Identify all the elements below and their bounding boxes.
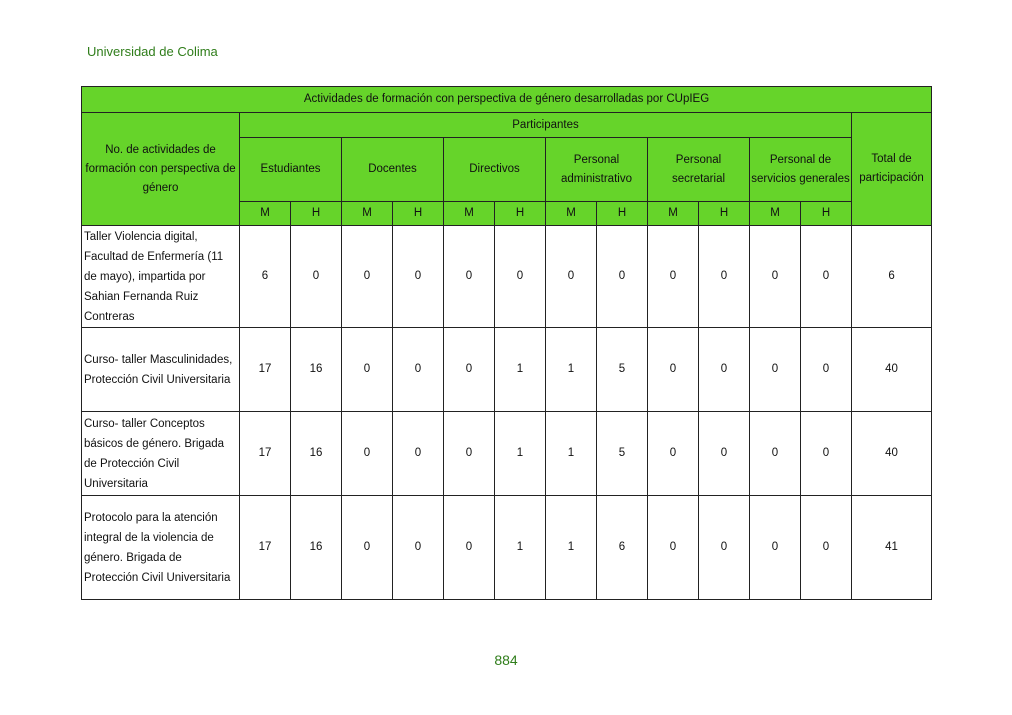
participant-count-cell: 0 — [444, 496, 495, 600]
participant-count-cell: 0 — [750, 496, 801, 600]
sex-header-m: M — [240, 202, 291, 226]
total-cell: 40 — [852, 328, 932, 412]
participant-count-cell: 16 — [291, 328, 342, 412]
participant-count-cell: 1 — [495, 496, 546, 600]
participant-count-cell: 0 — [648, 328, 699, 412]
sex-header-m: M — [750, 202, 801, 226]
sex-header-m: M — [648, 202, 699, 226]
participant-count-cell: 6 — [597, 496, 648, 600]
participant-count-cell: 5 — [597, 412, 648, 496]
table-row — [82, 226, 932, 328]
institution-header: Universidad de Colima — [87, 44, 218, 59]
participant-count-cell: 0 — [699, 226, 750, 328]
participant-count-cell: 0 — [699, 412, 750, 496]
table-row — [82, 412, 932, 496]
training-activities-table-container — [81, 86, 931, 600]
participant-count-cell: 0 — [393, 412, 444, 496]
participant-count-cell: 0 — [342, 412, 393, 496]
participant-count-cell: 0 — [393, 496, 444, 600]
participant-count-cell: 0 — [750, 226, 801, 328]
activity-cell: Curso- taller Conceptos básicos de género. Brigada de Protección Civil Universitaria — [82, 412, 240, 496]
sex-header-h: H — [495, 202, 546, 226]
participants-header: Participantes — [240, 113, 852, 138]
participant-count-cell: 16 — [291, 412, 342, 496]
participant-count-cell: 0 — [495, 226, 546, 328]
participant-count-cell: 0 — [444, 412, 495, 496]
participant-count-cell: 0 — [342, 328, 393, 412]
group-header-teachers: Docentes — [342, 138, 444, 202]
activity-cell: Taller Violencia digital, Facultad de Enfermería (11 de mayo), impartida por Sahian Fernanda Ruiz Contreras — [82, 226, 240, 328]
sex-header-m: M — [342, 202, 393, 226]
participant-count-cell: 0 — [597, 226, 648, 328]
total-cell: 6 — [852, 226, 932, 328]
sex-header-h: H — [801, 202, 852, 226]
total-column-header: Total de participación — [852, 113, 932, 226]
participant-count-cell: 0 — [801, 328, 852, 412]
participant-count-cell: 17 — [240, 328, 291, 412]
table-body — [82, 226, 932, 600]
participant-count-cell: 0 — [444, 328, 495, 412]
group-header-directors: Directivos — [444, 138, 546, 202]
participant-count-cell: 1 — [546, 496, 597, 600]
sex-header-m: M — [444, 202, 495, 226]
participant-count-cell: 0 — [801, 226, 852, 328]
participant-count-cell: 0 — [699, 496, 750, 600]
sex-header-h: H — [291, 202, 342, 226]
participant-count-cell: 0 — [750, 328, 801, 412]
group-header-students: Estudiantes — [240, 138, 342, 202]
participant-count-cell: 16 — [291, 496, 342, 600]
participant-count-cell: 0 — [801, 412, 852, 496]
sex-header-h: H — [393, 202, 444, 226]
group-header-administrative-staff: Personal administrativo — [546, 138, 648, 202]
participant-count-cell: 0 — [342, 226, 393, 328]
participant-count-cell: 0 — [750, 412, 801, 496]
participant-count-cell: 17 — [240, 412, 291, 496]
participant-count-cell: 6 — [240, 226, 291, 328]
participant-count-cell: 0 — [699, 328, 750, 412]
participant-count-cell: 0 — [393, 226, 444, 328]
sex-header-h: H — [597, 202, 648, 226]
participant-count-cell: 0 — [648, 226, 699, 328]
total-cell: 40 — [852, 412, 932, 496]
activity-cell: Curso- taller Masculinidades, Protección Civil Universitaria — [82, 328, 240, 412]
activities-column-header: No. de actividades de formación con perspectiva de género — [82, 113, 240, 226]
participant-count-cell: 1 — [495, 412, 546, 496]
table-caption: Actividades de formación con perspectiva de género desarrolladas por CUpIEG — [82, 87, 932, 113]
sex-header-h: H — [699, 202, 750, 226]
participant-count-cell: 0 — [393, 328, 444, 412]
group-header-general-services-staff: Personal de servicios generales — [750, 138, 852, 202]
table-row — [82, 496, 932, 600]
participant-count-cell: 1 — [546, 328, 597, 412]
training-activities-table — [81, 86, 932, 600]
participant-count-cell: 1 — [495, 328, 546, 412]
group-header-secretarial-staff: Personal secretarial — [648, 138, 750, 202]
participant-count-cell: 0 — [648, 496, 699, 600]
participant-count-cell: 0 — [444, 226, 495, 328]
participant-count-cell: 0 — [648, 412, 699, 496]
total-cell: 41 — [852, 496, 932, 600]
table-row — [82, 328, 932, 412]
participant-count-cell: 0 — [801, 496, 852, 600]
participant-count-cell: 0 — [291, 226, 342, 328]
participant-count-cell: 1 — [546, 412, 597, 496]
participant-count-cell: 5 — [597, 328, 648, 412]
participant-count-cell: 17 — [240, 496, 291, 600]
activity-cell: Protocolo para la atención integral de la violencia de género. Brigada de Protección Civil Universitaria — [82, 496, 240, 600]
participant-count-cell: 0 — [546, 226, 597, 328]
sex-header-m: M — [546, 202, 597, 226]
page-number: 884 — [494, 652, 518, 668]
participant-count-cell: 0 — [342, 496, 393, 600]
